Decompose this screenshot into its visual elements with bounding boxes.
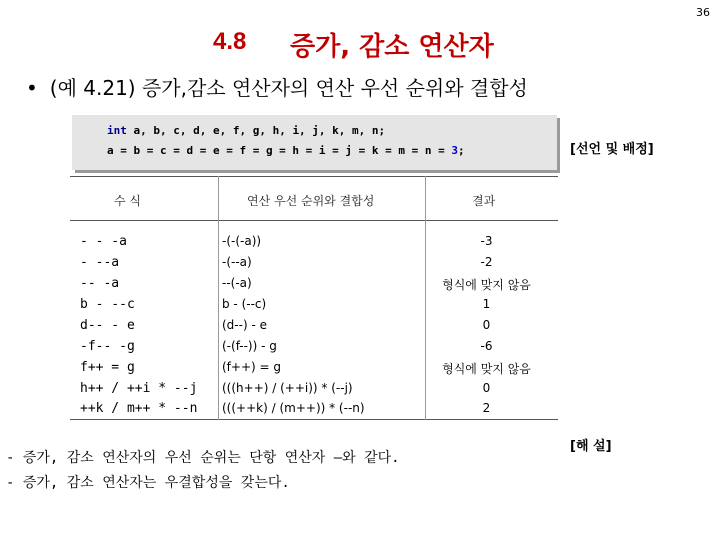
header-precedence: 연산 우선 순위와 결합성 [247,194,375,208]
cell-precedence: (-(f--)) - g [222,339,277,353]
table-column-divider [218,176,219,420]
table-top-rule [70,176,558,177]
cell-result: 형식에 맞지 않음 [442,278,531,292]
cell-result: -3 [480,234,493,248]
cell-precedence: -(-(-a)) [222,234,262,248]
cell-result: -6 [480,339,493,353]
explanation-label: [해 설] [570,439,612,454]
precedence-table [70,176,558,420]
cell-result: 2 [482,401,491,415]
table-header-rule [70,220,558,221]
cell-expression: b - --c [80,297,135,312]
cell-expression: -- -a [80,276,120,291]
explanation-note: - 증가, 감소 연산자의 우선 순위는 단항 연산자 –와 같다. [6,450,400,466]
cell-result: 0 [482,318,491,332]
cell-result: 1 [482,297,491,311]
cell-precedence: b - (--c) [222,297,267,311]
cell-result: 0 [482,381,491,395]
cell-expression: h++ / ++i * --j [80,381,198,396]
code-text: a = b = c = d = e = f = g = h = i = j = k = m = n = [107,144,452,157]
cell-result: -2 [480,255,493,269]
cell-expression: - - -a [80,234,127,249]
header-expression: 수 식 [114,194,141,208]
cell-precedence: (((h++) / (++i)) * (--j) [222,381,353,395]
cell-precedence: (d--) - e [222,318,267,332]
cell-precedence: --(-a) [222,276,252,290]
cell-precedence: (f++) = g [222,360,281,374]
code-block [72,115,557,170]
example-heading [26,72,528,101]
code-line-assignment [107,144,465,157]
example-heading-text: (예 4.21) 증가,감소 연산자의 연산 우선 순위와 결합성 [49,76,528,100]
bullet-icon: • [26,76,38,100]
cell-precedence: -(--a) [222,255,252,269]
section-title: 증가, 감소 연산자 [290,32,494,62]
header-result: 결과 [472,194,496,208]
cell-precedence: (((++k) / (m++)) * (--n) [222,401,365,415]
code-number: 3 [451,144,458,157]
code-line-declaration [107,124,385,137]
page-number: 36 [696,6,710,19]
cell-expression: d-- - e [80,318,135,333]
explanation-note: - 증가, 감소 연산자는 우결합성을 갖는다. [6,475,290,491]
cell-expression: -f-- -g [80,339,135,354]
declaration-label: [선언 및 배정] [570,142,654,157]
cell-expression: ++k / m++ * --n [80,401,198,416]
section-number: 4.8 [213,28,247,55]
cell-expression: - --a [80,255,120,270]
table-bottom-rule [70,419,558,420]
code-keyword: int [107,124,127,137]
cell-result: 형식에 맞지 않음 [442,362,531,376]
cell-expression: f++ = g [80,360,135,375]
code-text: a, b, c, d, e, f, g, h, i, j, k, m, n; [126,124,386,137]
code-text: ; [458,144,465,157]
